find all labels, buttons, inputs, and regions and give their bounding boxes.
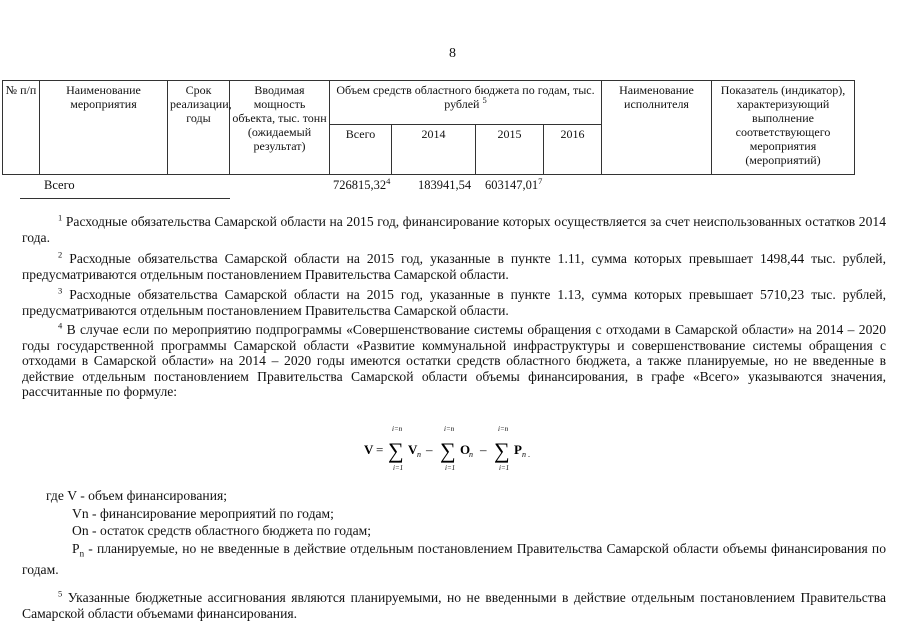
totals-label: Всего xyxy=(44,178,75,192)
formula-lhs: V xyxy=(364,442,374,457)
budget-table xyxy=(2,80,855,175)
header-term: Срок реализации, годы xyxy=(168,81,230,175)
formula-lower-1: i=1 xyxy=(393,464,404,472)
legend-where: где V - объем финансирования; xyxy=(46,488,227,503)
formula-sub-1: n xyxy=(417,450,421,459)
header-budget-sup: 5 xyxy=(482,95,487,105)
footnote-3-sup: 3 xyxy=(58,285,63,296)
header-total: Всего xyxy=(330,125,392,175)
formula-lower-3: i=1 xyxy=(499,464,510,472)
totals-2015 xyxy=(485,175,543,193)
totals-total-sup: 4 xyxy=(386,175,391,186)
formula-minus-2: – xyxy=(480,442,487,457)
footnote-divider xyxy=(20,198,230,199)
formula-sub-3: n xyxy=(522,450,526,459)
formula-lower-2: i=1 xyxy=(445,464,456,472)
totals-2014: 183941,54 xyxy=(418,178,472,192)
footnote-4-text: В случае если по мероприятию подпрограммы «Совершенствование системы обращения с отходами в Самарской области» на 2014 – 2020 годы государственной программы Самарской области «Развитие коммунальной инфраструктуры и совершенствование системы обращения с отходами в Самарской области» на 2014 – 2020 годы имеются остатки средств областного бюджета, а также планируемые, но не введенные в действие отдельным постановлением Правительства Самарской области объемы финансирования, в графе «Всего» указываются значения, рассчитанные по формуле: xyxy=(22,322,886,399)
header-executor: Наименование исполнителя xyxy=(602,81,712,175)
footnote-2 xyxy=(22,251,886,282)
header-2014: 2014 xyxy=(392,125,476,175)
header-indicator: Показатель (индикатор), характеризующий выполнение соответствующего мероприятия (мероприятий) xyxy=(712,81,855,175)
header-budget xyxy=(330,81,602,125)
formula-eq: = xyxy=(376,442,384,457)
totals-total xyxy=(333,175,391,193)
sum-icon-1: ∑ xyxy=(388,438,404,463)
footnote-2-text: Расходные обязательства Самарской области на 2015 год, указанные в пункте 1.11, сумма которых превышает 1498,44 тыс. рублей, предусматриваются отдельным постановлением Правительства Самарской области. xyxy=(22,251,886,282)
formula-sub-2: n xyxy=(469,450,473,459)
header-budget-text: Объем средств областного бюджета по годам, тыс. рублей xyxy=(336,83,595,111)
totals-2015-value: 603147,01 xyxy=(485,178,539,192)
footnote-4 xyxy=(22,322,886,400)
formula-term-1: V xyxy=(408,442,418,457)
formula-minus-1: – xyxy=(426,442,433,457)
footnote-1 xyxy=(22,214,886,245)
footnote-2-sup: 2 xyxy=(58,249,63,260)
formula-upper-1: i=n xyxy=(392,425,403,433)
footnote-3-text: Расходные обязательства Самарской области на 2015 год, указанные в пункте 1.13, сумма которых превышает 5710,23 тыс. рублей, предусматриваются отдельным постановлением Правительства Самарской области. xyxy=(22,287,887,318)
formula-term-2: O xyxy=(460,442,471,457)
formula-upper-3: i=n xyxy=(498,425,509,433)
formula-upper-2: i=n xyxy=(444,425,455,433)
footnote-1-text: Расходные обязательства Самарской области на 2015 год, финансирование которых осуществляется за счет неиспользованных остатков 2014 года. xyxy=(22,214,886,245)
sum-icon-3: ∑ xyxy=(494,438,510,463)
sum-icon-2: ∑ xyxy=(440,438,456,463)
legend-vn: Vn - финансирование мероприятий по годам; xyxy=(72,506,334,521)
header-name: Наименование мероприятия xyxy=(40,81,168,175)
header-2015: 2015 xyxy=(476,125,544,175)
footnote-3 xyxy=(22,287,886,318)
footnote-5 xyxy=(22,590,886,621)
page-number: 8 xyxy=(449,46,456,61)
formula-term-3: P xyxy=(514,442,522,457)
totals-total-value: 726815,32 xyxy=(333,178,387,192)
header-2016: 2016 xyxy=(544,125,602,175)
formula-end: . xyxy=(528,450,530,459)
legend-pn-text: - планируемые, но не введенные в действие отдельным постановлением Правительства Самарской области объемы финансирования по годам. xyxy=(22,541,886,578)
formula xyxy=(362,424,562,472)
legend-pn-sub: n xyxy=(79,548,85,559)
legend-on: On - остаток средств областного бюджета по годам; xyxy=(72,523,372,538)
footnote-4-sup: 4 xyxy=(58,320,63,331)
totals-2015-sup: 7 xyxy=(538,175,543,186)
header-capacity: Вводимая мощность объекта, тыс. тонн (ожидаемый результат) xyxy=(230,81,330,175)
legend-pn xyxy=(22,541,886,578)
footnote-1-sup: 1 xyxy=(58,212,63,223)
header-num: № п/п xyxy=(3,81,40,175)
footnote-5-text: Указанные бюджетные ассигнования являются планируемыми, но не введенными в действие отдельным постановлением Правительства Самарской области объемами финансирования. xyxy=(22,590,887,621)
legend-pn-symbol: P xyxy=(72,541,80,556)
footnote-5-sup: 5 xyxy=(58,588,63,599)
